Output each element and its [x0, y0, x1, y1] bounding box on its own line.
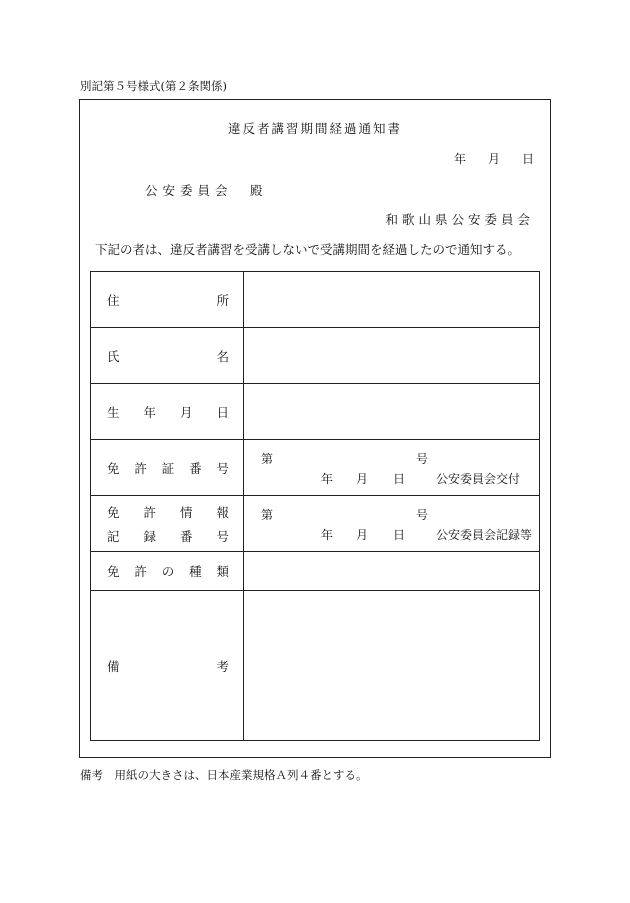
record-day: 日 [393, 528, 406, 542]
dai-text: 第 [261, 508, 274, 522]
table-row [91, 328, 540, 384]
label-char: 種 [189, 564, 202, 579]
license-number-field[interactable] [244, 440, 540, 496]
remarks-field[interactable] [244, 591, 540, 741]
date-line [432, 150, 534, 167]
name-label [91, 328, 244, 384]
label-char: 号 [216, 528, 229, 544]
info-table [90, 271, 540, 741]
label-char: 記 [107, 528, 120, 544]
record-month: 月 [356, 528, 369, 542]
label-char: 号 [216, 460, 229, 476]
label-char: 生 [107, 404, 120, 420]
footnote: 備考 用紙の大きさは、日本産業規格Ａ列４番とする。 [80, 768, 368, 782]
label-char: 許 [143, 504, 156, 520]
date-day: 日 [521, 152, 534, 166]
label-char: 免 [107, 504, 120, 520]
license-type-field[interactable] [244, 552, 540, 591]
license-info-field[interactable] [244, 496, 540, 552]
table-row [91, 384, 540, 440]
recorder-text: 公安委員会記録等 [436, 528, 533, 542]
birthdate-field[interactable] [244, 384, 540, 440]
issue-month: 月 [356, 472, 369, 486]
address-label [91, 272, 244, 328]
label-char: 番 [189, 460, 202, 476]
license-type-label [91, 552, 244, 591]
dai-text: 第 [261, 452, 274, 466]
table-row [91, 440, 540, 496]
label-char: 所 [216, 292, 229, 308]
issue-day: 日 [393, 472, 406, 486]
name-field[interactable] [244, 328, 540, 384]
label-char: 日 [216, 404, 229, 420]
date-year: 年 [453, 152, 466, 166]
label-char: 録 [143, 528, 156, 544]
label-char: 免 [107, 564, 120, 579]
label-char: 名 [216, 348, 229, 364]
label-char: 考 [216, 658, 229, 674]
license-number-label [91, 440, 244, 496]
birthdate-label [91, 384, 244, 440]
intro-text: 下記の者は、違反者講習を受講しないで受講期間を経過したので通知する。 [95, 242, 521, 257]
label-char: 免 [107, 460, 120, 476]
label-char: 報 [216, 504, 229, 520]
table-row [91, 272, 540, 328]
go-text: 号 [416, 508, 429, 522]
label-char: 年 [143, 404, 156, 420]
label-char: 類 [216, 564, 229, 579]
issue-year: 年 [321, 472, 334, 486]
form-number-label: 別記第５号様式(第２条関係) [80, 79, 227, 93]
label-char: 証 [161, 460, 175, 476]
label-char: 住 [107, 292, 120, 308]
table-row [91, 591, 540, 741]
label-char: 情 [179, 504, 193, 520]
label-char: 番 [179, 528, 193, 544]
label-char: 許 [134, 460, 147, 476]
document-title: 違反者講習期間経過通知書 [227, 121, 402, 136]
sender: 和歌山県公安委員会 [385, 212, 534, 227]
go-text: 号 [416, 452, 429, 466]
label-char: の [161, 564, 175, 579]
label-char: 月 [179, 404, 193, 420]
table-row [91, 552, 540, 591]
issuer-text: 公安委員会交付 [436, 472, 521, 486]
label-char: 氏 [107, 348, 120, 364]
address-field[interactable] [244, 272, 540, 328]
license-info-label [91, 496, 244, 552]
remarks-label [91, 591, 244, 741]
label-char: 備 [107, 658, 120, 674]
date-month: 月 [487, 152, 500, 166]
label-char: 許 [134, 564, 147, 579]
record-year: 年 [321, 528, 334, 542]
addressee: 公安委員会 殿 [145, 183, 268, 198]
table-row [91, 496, 540, 552]
